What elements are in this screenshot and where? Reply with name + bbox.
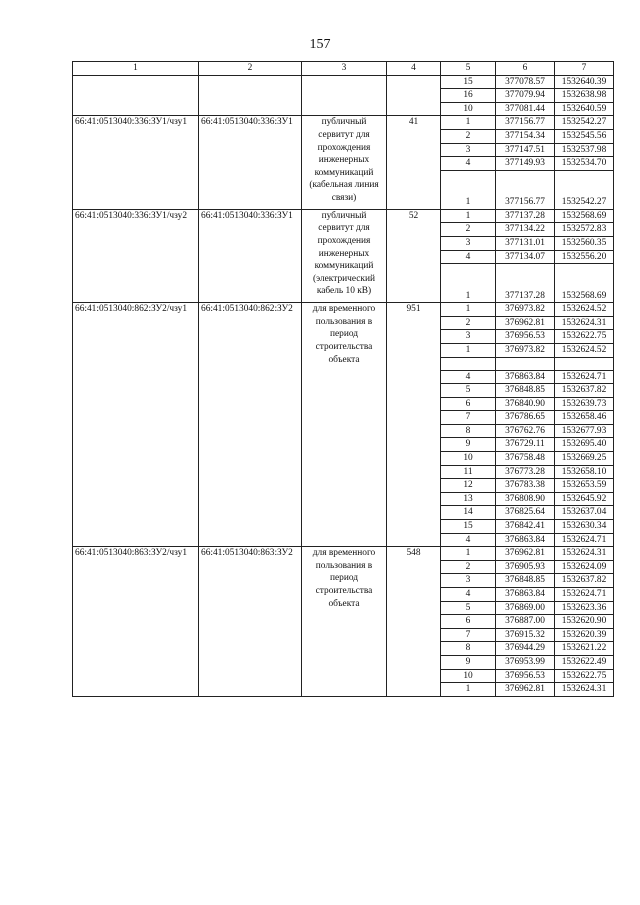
point-number: 1 bbox=[441, 547, 496, 561]
area-value: 52 bbox=[387, 209, 441, 302]
point-x bbox=[496, 357, 555, 370]
point-y: 1532669.25 bbox=[555, 452, 614, 466]
parent-parcel-number: 66:41:0513040:336:ЗУ1 bbox=[199, 209, 302, 302]
point-number: 10 bbox=[441, 669, 496, 683]
point-number: 9 bbox=[441, 438, 496, 452]
point-y: 1532624.71 bbox=[555, 588, 614, 602]
point-y: 1532624.31 bbox=[555, 316, 614, 330]
parent-parcel-number: 66:41:0513040:336:ЗУ1 bbox=[199, 116, 302, 209]
header-col-7: 7 bbox=[555, 62, 614, 76]
point-number: 11 bbox=[441, 465, 496, 479]
point-x: 376962.81 bbox=[496, 547, 555, 561]
point-number: 8 bbox=[441, 642, 496, 656]
point-number: 3 bbox=[441, 574, 496, 588]
point-number: 1 bbox=[441, 343, 496, 357]
point-number: 14 bbox=[441, 506, 496, 520]
table-row bbox=[73, 75, 614, 89]
point-y: 1532637.82 bbox=[555, 574, 614, 588]
point-x: 376773.28 bbox=[496, 465, 555, 479]
point-number: 6 bbox=[441, 397, 496, 411]
point-x: 376956.53 bbox=[496, 669, 555, 683]
point-y: 1532640.59 bbox=[555, 102, 614, 116]
point-x: 377137.28 bbox=[496, 264, 555, 303]
point-x: 376915.32 bbox=[496, 628, 555, 642]
point-y: 1532534.70 bbox=[555, 157, 614, 171]
point-number: 6 bbox=[441, 615, 496, 629]
point-y: 1532624.52 bbox=[555, 303, 614, 317]
table-row bbox=[73, 116, 614, 130]
point-x: 376863.84 bbox=[496, 533, 555, 547]
point-y: 1532624.52 bbox=[555, 343, 614, 357]
point-y: 1532622.75 bbox=[555, 669, 614, 683]
point-y: 1532622.49 bbox=[555, 655, 614, 669]
point-y: 1532639.73 bbox=[555, 397, 614, 411]
point-number: 2 bbox=[441, 223, 496, 237]
point-x: 376808.90 bbox=[496, 492, 555, 506]
point-x: 376758.48 bbox=[496, 452, 555, 466]
table-body bbox=[73, 62, 614, 697]
point-number: 5 bbox=[441, 601, 496, 615]
point-y: 1532624.31 bbox=[555, 683, 614, 697]
point-x: 376786.65 bbox=[496, 411, 555, 425]
point-x: 376863.84 bbox=[496, 370, 555, 384]
header-col-2: 2 bbox=[199, 62, 302, 76]
point-number: 4 bbox=[441, 370, 496, 384]
point-y: 1532542.27 bbox=[555, 170, 614, 209]
point-x: 376825.64 bbox=[496, 506, 555, 520]
page-number: 157 bbox=[309, 37, 331, 52]
point-x: 376973.82 bbox=[496, 343, 555, 357]
point-number: 2 bbox=[441, 560, 496, 574]
point-y: 1532630.34 bbox=[555, 520, 614, 534]
point-number: 7 bbox=[441, 411, 496, 425]
continuation-blank-3 bbox=[302, 75, 387, 116]
point-x: 376944.29 bbox=[496, 642, 555, 656]
point-x: 377081.44 bbox=[496, 102, 555, 116]
area-value: 951 bbox=[387, 303, 441, 547]
point-number: 10 bbox=[441, 102, 496, 116]
point-x: 377134.22 bbox=[496, 223, 555, 237]
point-number: 8 bbox=[441, 424, 496, 438]
part-cadastral-number: 66:41:0513040:336:ЗУ1/чзу2 bbox=[73, 209, 199, 302]
purpose-text: для временного пользования в период строительства объекта bbox=[302, 547, 387, 697]
point-number: 10 bbox=[441, 452, 496, 466]
point-y: 1532638.98 bbox=[555, 89, 614, 103]
header-col-3: 3 bbox=[302, 62, 387, 76]
point-y: 1532572.83 bbox=[555, 223, 614, 237]
point-x: 376973.82 bbox=[496, 303, 555, 317]
point-x: 377156.77 bbox=[496, 116, 555, 130]
point-y: 1532640.39 bbox=[555, 75, 614, 89]
point-y: 1532624.09 bbox=[555, 560, 614, 574]
point-number: 1 bbox=[441, 303, 496, 317]
continuation-blank-1 bbox=[73, 75, 199, 116]
coordinates-table bbox=[72, 61, 614, 697]
point-number: 1 bbox=[441, 683, 496, 697]
point-y: 1532658.46 bbox=[555, 411, 614, 425]
table-row bbox=[73, 209, 614, 223]
header-col-1: 1 bbox=[73, 62, 199, 76]
header-col-4: 4 bbox=[387, 62, 441, 76]
point-x: 377079.94 bbox=[496, 89, 555, 103]
purpose-text: публичный сервитут для прохождения инженерных коммуникаций (электрический кабель 10 кВ) bbox=[302, 209, 387, 302]
point-x: 376869.00 bbox=[496, 601, 555, 615]
point-x: 377078.57 bbox=[496, 75, 555, 89]
point-y: 1532677.93 bbox=[555, 424, 614, 438]
point-y: 1532620.39 bbox=[555, 628, 614, 642]
point-number: 3 bbox=[441, 236, 496, 250]
point-x: 376783.38 bbox=[496, 479, 555, 493]
point-x: 377134.07 bbox=[496, 250, 555, 264]
area-value: 41 bbox=[387, 116, 441, 209]
point-x: 376729.11 bbox=[496, 438, 555, 452]
continuation-blank-2 bbox=[199, 75, 302, 116]
point-y: 1532556.20 bbox=[555, 250, 614, 264]
point-x: 376962.81 bbox=[496, 316, 555, 330]
point-x: 377131.01 bbox=[496, 236, 555, 250]
point-x: 376848.85 bbox=[496, 384, 555, 398]
point-y bbox=[555, 357, 614, 370]
point-number: 4 bbox=[441, 250, 496, 264]
point-x: 377137.28 bbox=[496, 209, 555, 223]
header-row bbox=[73, 62, 614, 76]
point-number: 5 bbox=[441, 384, 496, 398]
point-y: 1532621.22 bbox=[555, 642, 614, 656]
point-number: 15 bbox=[441, 75, 496, 89]
point-x: 377147.51 bbox=[496, 143, 555, 157]
point-number: 16 bbox=[441, 89, 496, 103]
table-row bbox=[73, 303, 614, 317]
point-number: 1 bbox=[441, 264, 496, 303]
point-number bbox=[441, 357, 496, 370]
point-y: 1532568.69 bbox=[555, 264, 614, 303]
point-y: 1532542.27 bbox=[555, 116, 614, 130]
point-y: 1532622.75 bbox=[555, 330, 614, 344]
point-number: 7 bbox=[441, 628, 496, 642]
point-x: 376848.85 bbox=[496, 574, 555, 588]
point-x: 376953.99 bbox=[496, 655, 555, 669]
point-x: 376962.81 bbox=[496, 683, 555, 697]
part-cadastral-number: 66:41:0513040:863:ЗУ2/чзу1 bbox=[73, 547, 199, 697]
purpose-text: для временного пользования в период строительства объекта bbox=[302, 303, 387, 547]
parent-parcel-number: 66:41:0513040:862:ЗУ2 bbox=[199, 303, 302, 547]
point-y: 1532658.10 bbox=[555, 465, 614, 479]
point-number: 1 bbox=[441, 170, 496, 209]
point-x: 377156.77 bbox=[496, 170, 555, 209]
point-number: 4 bbox=[441, 588, 496, 602]
part-cadastral-number: 66:41:0513040:862:ЗУ2/чзу1 bbox=[73, 303, 199, 547]
header-col-5: 5 bbox=[441, 62, 496, 76]
point-number: 1 bbox=[441, 116, 496, 130]
point-x: 377154.34 bbox=[496, 129, 555, 143]
point-x: 376863.84 bbox=[496, 588, 555, 602]
point-x: 376840.90 bbox=[496, 397, 555, 411]
point-x: 376887.00 bbox=[496, 615, 555, 629]
purpose-text: публичный сервитут для прохождения инженерных коммуникаций (кабельная линия связи) bbox=[302, 116, 387, 209]
point-number: 4 bbox=[441, 157, 496, 171]
point-y: 1532645.92 bbox=[555, 492, 614, 506]
table-row bbox=[73, 547, 614, 561]
point-y: 1532637.82 bbox=[555, 384, 614, 398]
point-number: 2 bbox=[441, 316, 496, 330]
point-y: 1532560.35 bbox=[555, 236, 614, 250]
point-y: 1532624.71 bbox=[555, 370, 614, 384]
point-y: 1532537.98 bbox=[555, 143, 614, 157]
point-y: 1532637.04 bbox=[555, 506, 614, 520]
point-y: 1532624.31 bbox=[555, 547, 614, 561]
point-y: 1532695.40 bbox=[555, 438, 614, 452]
point-y: 1532620.90 bbox=[555, 615, 614, 629]
point-number: 15 bbox=[441, 520, 496, 534]
point-x: 376905.93 bbox=[496, 560, 555, 574]
point-number: 4 bbox=[441, 533, 496, 547]
area-value: 548 bbox=[387, 547, 441, 697]
point-y: 1532653.59 bbox=[555, 479, 614, 493]
point-x: 376956.53 bbox=[496, 330, 555, 344]
point-number: 9 bbox=[441, 655, 496, 669]
point-number: 3 bbox=[441, 143, 496, 157]
part-cadastral-number: 66:41:0513040:336:ЗУ1/чзу1 bbox=[73, 116, 199, 209]
header-col-6: 6 bbox=[496, 62, 555, 76]
point-number: 12 bbox=[441, 479, 496, 493]
point-number: 13 bbox=[441, 492, 496, 506]
continuation-blank-4 bbox=[387, 75, 441, 116]
point-y: 1532623.36 bbox=[555, 601, 614, 615]
point-y: 1532545.56 bbox=[555, 129, 614, 143]
point-y: 1532624.71 bbox=[555, 533, 614, 547]
parent-parcel-number: 66:41:0513040:863:ЗУ2 bbox=[199, 547, 302, 697]
point-y: 1532568.69 bbox=[555, 209, 614, 223]
point-number: 2 bbox=[441, 129, 496, 143]
point-number: 3 bbox=[441, 330, 496, 344]
point-x: 377149.93 bbox=[496, 157, 555, 171]
point-x: 376762.76 bbox=[496, 424, 555, 438]
point-x: 376842.41 bbox=[496, 520, 555, 534]
point-number: 1 bbox=[441, 209, 496, 223]
